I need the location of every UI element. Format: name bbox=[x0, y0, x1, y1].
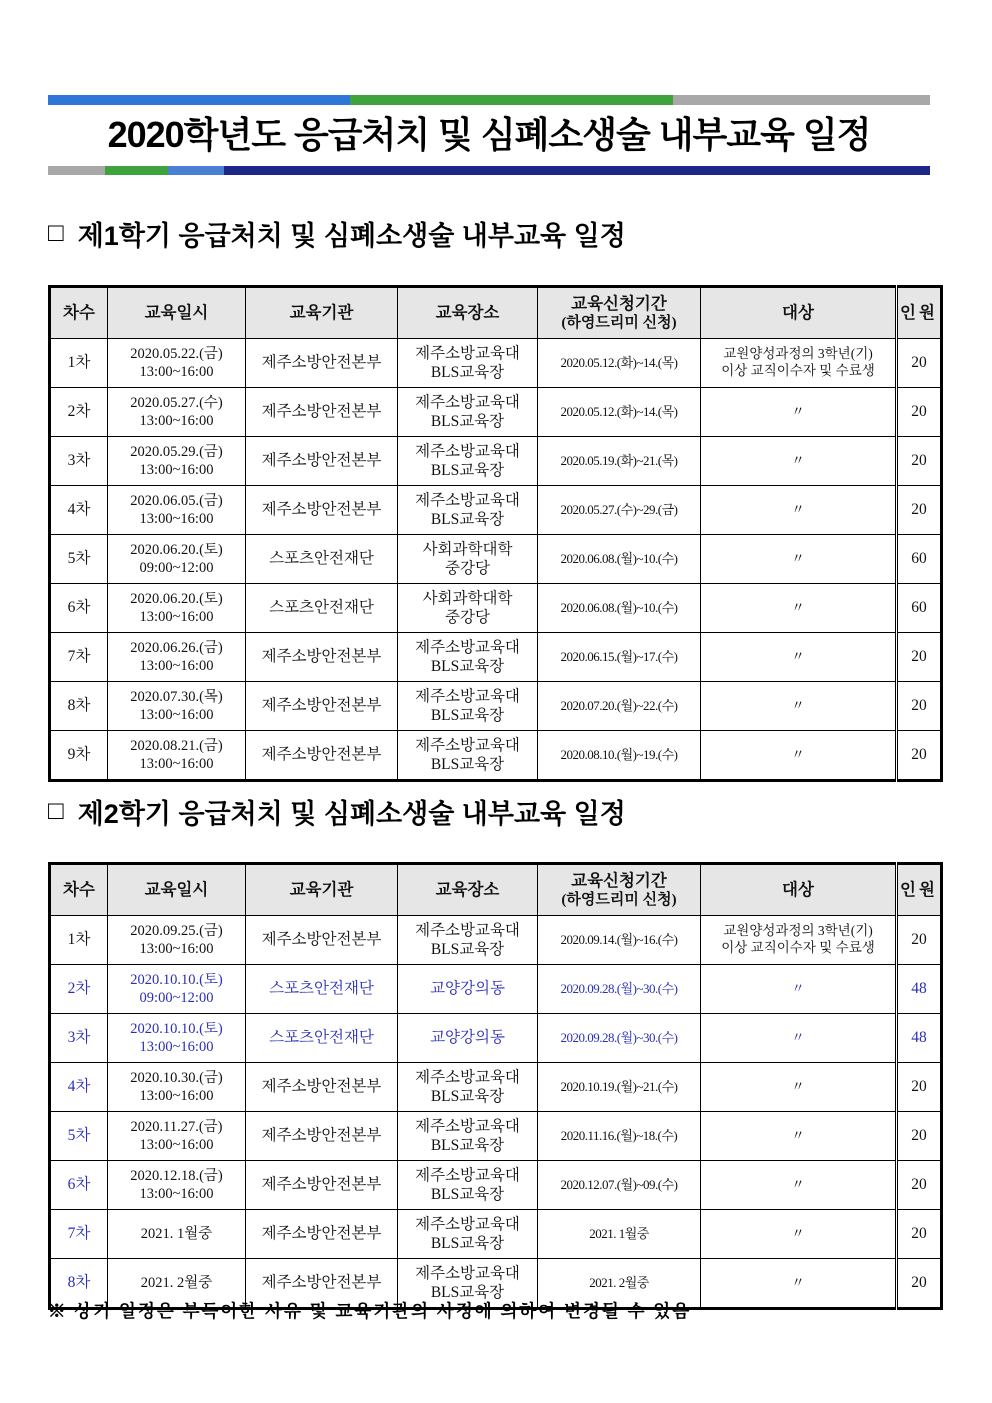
round-cell: 3차 bbox=[50, 1014, 108, 1063]
datetime-cell: 2020.10.10.(토) 13:00~16:00 bbox=[108, 1014, 246, 1063]
column-header: 교육일시 bbox=[108, 287, 246, 339]
target-cell: 〃 bbox=[701, 1259, 897, 1309]
table-row bbox=[50, 339, 942, 388]
table-row bbox=[50, 633, 942, 682]
column-header: 교육신청기간 (하영드리미 신청) bbox=[538, 864, 701, 916]
org-cell: 스포츠안전재단 bbox=[246, 965, 398, 1014]
round-cell: 4차 bbox=[50, 1063, 108, 1112]
datetime-cell: 2021. 2월중 bbox=[108, 1259, 246, 1309]
headcount-cell: 20 bbox=[897, 339, 942, 388]
datetime-cell: 2020.06.05.(금) 13:00~16:00 bbox=[108, 486, 246, 535]
place-cell: 사회과학대학 중강당 bbox=[398, 535, 538, 584]
banner-rule-segment bbox=[105, 166, 168, 175]
table-row bbox=[50, 965, 942, 1014]
round-cell: 2차 bbox=[50, 388, 108, 437]
page-title: 2020학년도 응급처치 및 심폐소생술 내부교육 일정 bbox=[107, 114, 871, 155]
table-row bbox=[50, 584, 942, 633]
period-cell: 2020.09.28.(월)~30.(수) bbox=[538, 965, 701, 1014]
place-cell: 제주소방교육대 BLS교육장 bbox=[398, 1112, 538, 1161]
headcount-cell: 20 bbox=[897, 1112, 942, 1161]
column-header: 교육신청기간 (하영드리미 신청) bbox=[538, 287, 701, 339]
target-cell: 〃 bbox=[701, 682, 897, 731]
table-row bbox=[50, 535, 942, 584]
table-row bbox=[50, 1063, 942, 1112]
target-cell: 교원양성과정의 3학년(기) 이상 교직이수자 및 수료생 bbox=[701, 339, 897, 388]
column-header: 대상 bbox=[701, 287, 897, 339]
headcount-cell: 48 bbox=[897, 1014, 942, 1063]
round-cell: 4차 bbox=[50, 486, 108, 535]
target-cell: 〃 bbox=[701, 437, 897, 486]
target-cell: 〃 bbox=[701, 1014, 897, 1063]
period-cell: 2020.05.27.(수)~29.(금) bbox=[538, 486, 701, 535]
place-cell: 제주소방교육대 BLS교육장 bbox=[398, 437, 538, 486]
target-cell: 〃 bbox=[701, 1063, 897, 1112]
headcount-cell: 20 bbox=[897, 682, 942, 731]
column-header: 차수 bbox=[50, 287, 108, 339]
datetime-cell: 2020.05.29.(금) 13:00~16:00 bbox=[108, 437, 246, 486]
datetime-cell: 2020.06.20.(토) 09:00~12:00 bbox=[108, 535, 246, 584]
table-row bbox=[50, 682, 942, 731]
semester2-table-wrap bbox=[48, 862, 940, 1310]
period-cell: 2020.06.15.(월)~17.(수) bbox=[538, 633, 701, 682]
org-cell: 제주소방안전본부 bbox=[246, 682, 398, 731]
target-cell: 〃 bbox=[701, 535, 897, 584]
period-cell: 2020.07.20.(월)~22.(수) bbox=[538, 682, 701, 731]
place-cell: 제주소방교육대 BLS교육장 bbox=[398, 339, 538, 388]
org-cell: 제주소방안전본부 bbox=[246, 388, 398, 437]
period-cell: 2020.11.16.(월)~18.(수) bbox=[538, 1112, 701, 1161]
period-cell: 2020.06.08.(월)~10.(수) bbox=[538, 584, 701, 633]
headcount-cell: 20 bbox=[897, 916, 942, 965]
period-cell: 2020.09.14.(월)~16.(수) bbox=[538, 916, 701, 965]
column-header: 교육기관 bbox=[246, 287, 398, 339]
place-cell: 제주소방교육대 BLS교육장 bbox=[398, 1259, 538, 1309]
table-row bbox=[50, 916, 942, 965]
round-cell: 7차 bbox=[50, 1210, 108, 1259]
target-cell: 〃 bbox=[701, 1161, 897, 1210]
period-cell: 2020.05.12.(화)~14.(목) bbox=[538, 388, 701, 437]
datetime-cell: 2020.05.22.(금) 13:00~16:00 bbox=[108, 339, 246, 388]
headcount-cell: 20 bbox=[897, 633, 942, 682]
section-heading-semester1 bbox=[48, 214, 948, 253]
place-cell: 제주소방교육대 BLS교육장 bbox=[398, 633, 538, 682]
headcount-cell: 60 bbox=[897, 584, 942, 633]
table-row bbox=[50, 437, 942, 486]
headcount-cell: 20 bbox=[897, 731, 942, 781]
column-header: 차수 bbox=[50, 864, 108, 916]
banner-rule-segment bbox=[48, 95, 350, 105]
place-cell: 제주소방교육대 BLS교육장 bbox=[398, 682, 538, 731]
section-bullet-icon: □ bbox=[48, 217, 64, 247]
target-cell: 〃 bbox=[701, 584, 897, 633]
datetime-cell: 2020.10.30.(금) 13:00~16:00 bbox=[108, 1063, 246, 1112]
round-cell: 7차 bbox=[50, 633, 108, 682]
table-header-row bbox=[50, 864, 942, 916]
headcount-cell: 20 bbox=[897, 437, 942, 486]
footnote: ※ 상기 일정은 부득이한 사유 및 교육기관의 사정에 의하여 변경될 수 있음 bbox=[48, 1301, 692, 1321]
org-cell: 제주소방안전본부 bbox=[246, 1112, 398, 1161]
semester1-schedule-table bbox=[48, 285, 943, 782]
datetime-cell: 2020.07.30.(목) 13:00~16:00 bbox=[108, 682, 246, 731]
period-cell: 2021. 2월중 bbox=[538, 1259, 701, 1309]
headcount-cell: 20 bbox=[897, 388, 942, 437]
org-cell: 제주소방안전본부 bbox=[246, 1063, 398, 1112]
round-cell: 5차 bbox=[50, 1112, 108, 1161]
datetime-cell: 2020.06.20.(토) 13:00~16:00 bbox=[108, 584, 246, 633]
org-cell: 제주소방안전본부 bbox=[246, 339, 398, 388]
round-cell: 8차 bbox=[50, 1259, 108, 1309]
round-cell: 6차 bbox=[50, 1161, 108, 1210]
place-cell: 제주소방교육대 BLS교육장 bbox=[398, 1063, 538, 1112]
place-cell: 제주소방교육대 BLS교육장 bbox=[398, 1210, 538, 1259]
period-cell: 2020.10.19.(월)~21.(수) bbox=[538, 1063, 701, 1112]
org-cell: 제주소방안전본부 bbox=[246, 633, 398, 682]
headcount-cell: 20 bbox=[897, 1259, 942, 1309]
target-cell: 교원양성과정의 3학년(기) 이상 교직이수자 및 수료생 bbox=[701, 916, 897, 965]
datetime-cell: 2020.08.21.(금) 13:00~16:00 bbox=[108, 731, 246, 781]
datetime-cell: 2020.09.25.(금) 13:00~16:00 bbox=[108, 916, 246, 965]
table-row bbox=[50, 1161, 942, 1210]
round-cell: 9차 bbox=[50, 731, 108, 781]
round-cell: 1차 bbox=[50, 916, 108, 965]
banner-top-rule bbox=[48, 95, 930, 105]
banner-rule-segment bbox=[673, 95, 930, 105]
section-heading-text: 제1학기 응급처치 및 심폐소생술 내부교육 일정 bbox=[77, 221, 626, 251]
period-cell: 2020.12.07.(월)~09.(수) bbox=[538, 1161, 701, 1210]
banner-rule-segment bbox=[224, 166, 930, 175]
section-bullet-icon: □ bbox=[48, 795, 64, 825]
semester2-schedule-table bbox=[48, 862, 943, 1310]
target-cell: 〃 bbox=[701, 1210, 897, 1259]
org-cell: 제주소방안전본부 bbox=[246, 437, 398, 486]
banner-rule-segment bbox=[48, 166, 105, 175]
column-header: 교육일시 bbox=[108, 864, 246, 916]
datetime-cell: 2020.10.10.(토) 09:00~12:00 bbox=[108, 965, 246, 1014]
headcount-cell: 60 bbox=[897, 535, 942, 584]
round-cell: 2차 bbox=[50, 965, 108, 1014]
org-cell: 제주소방안전본부 bbox=[246, 486, 398, 535]
place-cell: 제주소방교육대 BLS교육장 bbox=[398, 731, 538, 781]
org-cell: 스포츠안전재단 bbox=[246, 584, 398, 633]
org-cell: 제주소방안전본부 bbox=[246, 1259, 398, 1309]
column-header: 인원 bbox=[897, 864, 942, 916]
datetime-cell: 2021. 1월중 bbox=[108, 1210, 246, 1259]
table-row bbox=[50, 486, 942, 535]
banner-rule-segment bbox=[350, 95, 673, 105]
target-cell: 〃 bbox=[701, 388, 897, 437]
headcount-cell: 20 bbox=[897, 1210, 942, 1259]
round-cell: 3차 bbox=[50, 437, 108, 486]
target-cell: 〃 bbox=[701, 731, 897, 781]
column-header: 교육장소 bbox=[398, 864, 538, 916]
column-header: 교육장소 bbox=[398, 287, 538, 339]
headcount-cell: 20 bbox=[897, 486, 942, 535]
org-cell: 제주소방안전본부 bbox=[246, 916, 398, 965]
place-cell: 제주소방교육대 BLS교육장 bbox=[398, 1161, 538, 1210]
column-header: 대상 bbox=[701, 864, 897, 916]
round-cell: 5차 bbox=[50, 535, 108, 584]
org-cell: 제주소방안전본부 bbox=[246, 1210, 398, 1259]
org-cell: 제주소방안전본부 bbox=[246, 1161, 398, 1210]
org-cell: 제주소방안전본부 bbox=[246, 731, 398, 781]
period-cell: 2020.09.28.(월)~30.(수) bbox=[538, 1014, 701, 1063]
table-row bbox=[50, 388, 942, 437]
period-cell: 2020.06.08.(월)~10.(수) bbox=[538, 535, 701, 584]
place-cell: 제주소방교육대 BLS교육장 bbox=[398, 916, 538, 965]
column-header: 교육기관 bbox=[246, 864, 398, 916]
datetime-cell: 2020.12.18.(금) 13:00~16:00 bbox=[108, 1161, 246, 1210]
org-cell: 스포츠안전재단 bbox=[246, 535, 398, 584]
place-cell: 교양강의동 bbox=[398, 965, 538, 1014]
section-heading-text: 제2학기 응급처치 및 심폐소생술 내부교육 일정 bbox=[77, 799, 626, 829]
target-cell: 〃 bbox=[701, 633, 897, 682]
banner-rule-segment bbox=[168, 166, 224, 175]
target-cell: 〃 bbox=[701, 965, 897, 1014]
banner-bottom-rule bbox=[48, 166, 930, 175]
org-cell: 스포츠안전재단 bbox=[246, 1014, 398, 1063]
table-row bbox=[50, 1210, 942, 1259]
place-cell: 제주소방교육대 BLS교육장 bbox=[398, 388, 538, 437]
headcount-cell: 20 bbox=[897, 1161, 942, 1210]
period-cell: 2021. 1월중 bbox=[538, 1210, 701, 1259]
table-row bbox=[50, 1112, 942, 1161]
place-cell: 사회과학대학 중강당 bbox=[398, 584, 538, 633]
column-header: 인원 bbox=[897, 287, 942, 339]
section-heading-semester2 bbox=[48, 792, 948, 831]
table-header-row bbox=[50, 287, 942, 339]
place-cell: 제주소방교육대 BLS교육장 bbox=[398, 486, 538, 535]
datetime-cell: 2020.11.27.(금) 13:00~16:00 bbox=[108, 1112, 246, 1161]
headcount-cell: 20 bbox=[897, 1063, 942, 1112]
period-cell: 2020.05.19.(화)~21.(목) bbox=[538, 437, 701, 486]
headcount-cell: 48 bbox=[897, 965, 942, 1014]
semester1-table-wrap bbox=[48, 285, 940, 782]
target-cell: 〃 bbox=[701, 486, 897, 535]
place-cell: 교양강의동 bbox=[398, 1014, 538, 1063]
round-cell: 6차 bbox=[50, 584, 108, 633]
round-cell: 8차 bbox=[50, 682, 108, 731]
table-row bbox=[50, 1014, 942, 1063]
target-cell: 〃 bbox=[701, 1112, 897, 1161]
period-cell: 2020.05.12.(화)~14.(목) bbox=[538, 339, 701, 388]
round-cell: 1차 bbox=[50, 339, 108, 388]
datetime-cell: 2020.05.27.(수) 13:00~16:00 bbox=[108, 388, 246, 437]
period-cell: 2020.08.10.(월)~19.(수) bbox=[538, 731, 701, 781]
table-row bbox=[50, 731, 942, 781]
datetime-cell: 2020.06.26.(금) 13:00~16:00 bbox=[108, 633, 246, 682]
